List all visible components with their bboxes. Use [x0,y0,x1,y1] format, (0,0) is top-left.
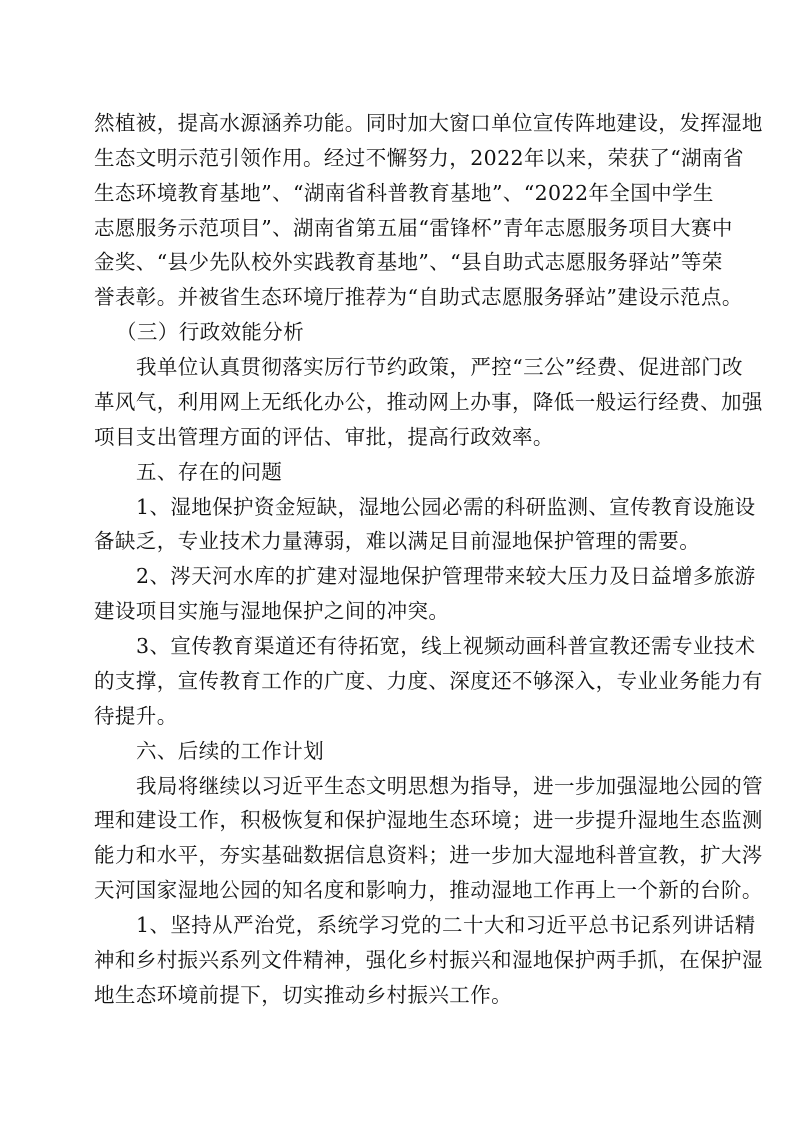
line-text: 备缺乏，专业技术力量薄弱，难以满足目前湿地保护管理的需要。 [94,529,701,553]
line-text: 能力和水平，夯实基础数据信息资料；进一步加大湿地科普宣教，扩大涔 [94,843,763,867]
text-line [0,242,793,282]
line-text: 然植被，提高水源涵养功能。同时加大窗口单位宣传阵地建设，发挥湿地 [94,111,763,135]
text-line [0,417,793,457]
line-text: 1、坚持从严治党，系统学习党的二十大和习近平总书记系列讲话精 [136,913,756,937]
section-heading [0,452,793,492]
section-heading [0,731,793,771]
text-line [0,382,793,422]
line-text: 金奖、“县少先队校外实践教育基地”、“县自助式志愿服务驿站”等荣 [94,250,723,274]
line-text: 志愿服务示范项目”、湖南省第五届“雷锋杯”青年志愿服务项目大赛中 [94,216,733,240]
text-line [0,940,793,980]
line-text: （三）行政效能分析 [116,320,305,344]
text-line [0,696,793,736]
text-line [0,800,793,840]
line-text: 天河国家湿地公园的知名度和影响力，推动湿地工作再上一个新的台阶。 [94,878,763,902]
text-line [0,173,793,213]
line-text: 我局将继续以习近平生态文明思想为指导，进一步加强湿地公园的管 [136,774,763,798]
line-text: 誉表彰。并被省生态环境厅推荐为“自助式志愿服务驿站”建设示范点。 [94,285,743,309]
section-heading [0,312,793,352]
text-line [0,103,793,143]
line-text: 1、湿地保护资金短缺，湿地公园必需的科研监测、宣传教育设施设 [136,495,756,519]
text-line [0,905,793,945]
text-line [0,521,793,561]
text-line [0,138,793,178]
text-line [0,661,793,701]
text-line [0,975,793,1015]
line-text: 2、涔天河水库的扩建对湿地保护管理带来较大压力及日益增多旅游 [136,564,756,588]
line-text: 地生态环境前提下，切实推动乡村振兴工作。 [94,983,512,1007]
line-text: 项目支出管理方面的评估、审批，提高行政效率。 [94,425,554,449]
line-text: 的支撑，宣传教育工作的广度、力度、深度还不够深入，专业业务能力有 [94,669,763,693]
line-text: 理和建设工作，积极恢复和保护湿地生态环境；进一步提升湿地生态监测 [94,808,763,832]
text-line [0,870,793,910]
line-text: 待提升。 [94,704,178,728]
text-line [0,556,793,596]
line-text: 五、存在的问题 [136,460,283,484]
line-text: 神和乡村振兴系列文件精神，强化乡村振兴和湿地保护两手抓，在保护湿 [94,948,763,972]
line-text: 3、宣传教育渠道还有待拓宽，线上视频动画科普宣教还需专业技术 [136,634,756,658]
text-line [0,347,793,387]
line-text: 我单位认真贯彻落实厉行节约政策，严控“三公”经费、促进部门改 [136,355,743,379]
line-text: 生态环境教育基地”、“湖南省科普教育基地”、“2022年全国中学生 [94,181,714,205]
line-text: 生态文明示范引领作用。经过不懈努力，2022年以来，荣获了“湖南省 [94,146,744,170]
line-text: 革风气，利用网上无纸化办公，推动网上办事，降低一般运行经费、加强 [94,390,763,414]
text-line [0,835,793,875]
text-line [0,277,793,317]
text-line [0,591,793,631]
text-line [0,626,793,666]
line-text: 六、后续的工作计划 [136,739,325,763]
line-text: 建设项目实施与湿地保护之间的冲突。 [94,599,450,623]
